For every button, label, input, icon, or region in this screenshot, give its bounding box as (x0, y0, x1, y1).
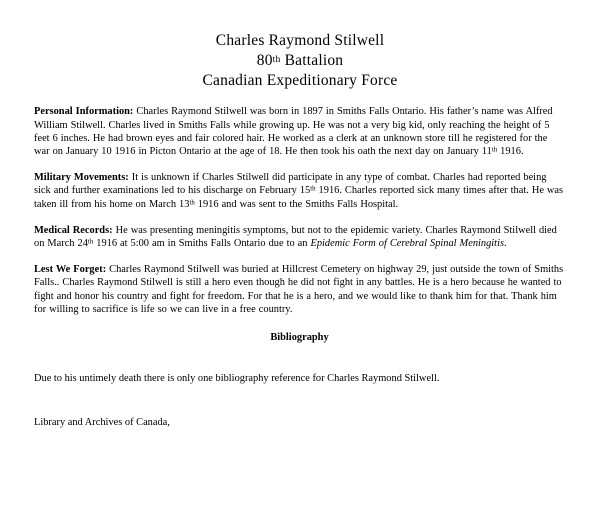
bibliography-spacer-top (34, 343, 565, 372)
personal-information-text-2: 1916. (497, 146, 524, 158)
personal-information-heading: Personal Information: (34, 106, 134, 118)
section-military-movements (34, 171, 565, 211)
military-movements-heading: Military Movements: (34, 172, 129, 184)
military-movements-ordinal-1: th (310, 185, 316, 193)
medical-records-text-1: He was presenting meningitis symptoms, but not to the epidemic variety. Charles Raymond Stilwell died on March 24 (34, 224, 557, 250)
section-lest-we-forget (34, 263, 565, 316)
medical-records-ordinal: th (87, 238, 94, 246)
section-medical-records (34, 224, 565, 250)
military-movements-text-3: 1916 and was sent to the Smiths Falls Hospital. (194, 198, 399, 210)
lest-we-forget-heading: Lest We Forget: (34, 264, 107, 276)
medical-records-heading: Medical Records: (34, 224, 113, 236)
bibliography-note: Due to his untimely death there is only one bibliography reference for Charles Raymond Stilwell. (34, 373, 440, 385)
battalion-word: Battalion (280, 52, 344, 70)
military-movements-text-2: 1916. Charles reported sick many times after that. He was taken ill from his home on March 13 (34, 185, 564, 210)
bibliography-heading: Bibliography (270, 332, 329, 344)
battalion-number: 80 (256, 52, 273, 70)
bibliography-entry: Library and Archives of Canada, (34, 417, 170, 429)
title-line-battalion (0, 51, 600, 71)
military-movements-text-1: It is unknown if Charles Stilwell did participate in any type of combat. Charles had reported being sick and further examinations led to his discharge on February 15 (34, 172, 547, 197)
military-movements-ordinal-2: th (189, 199, 195, 207)
title-line-force: Canadian Expeditionary Force (202, 72, 398, 90)
section-personal-information (34, 105, 565, 158)
title-line-name: Charles Raymond Stilwell (215, 32, 385, 49)
bibliography-spacer-mid (34, 385, 565, 416)
battalion-ordinal: th (272, 54, 281, 66)
medical-records-diagnosis: Epidemic Form of Cerebral Spinal Meningitis (310, 238, 505, 250)
personal-information-text-1: Charles Raymond Stilwell was born in 1897 in Smiths Falls Ontario. His father’s name was Alfred William Stilwell. Charles lived in Smiths Falls while growing up. He was not a very big kid, only reaching the height of 5 feet 6 inches. He had brown eyes and fair colored hair. He worked as a clerk at an unknown store till he registered for the war on January 10 1916 in Picton Ontario at the age of 18. He then took his oath the next day on January 11 (34, 106, 553, 158)
medical-records-text-3: . (504, 238, 507, 250)
medical-records-text-2: 1916 at 5:00 am in Smiths Falls Ontario due to an (93, 238, 311, 250)
lest-we-forget-text: Charles Raymond Stilwell was buried at Hillcrest Cemetery on highway 29, just outside the town of Smiths Falls.. Charles Raymond Stilwell is still a hero even though he did not fight in any battles. He is a hero because he wanted to fight and honor his country and fight for freedom. For that he is a hero, and we would like to thank him for that. Thank him for willing to sacrifice is life so we can live in a free country. (34, 264, 564, 315)
document-title-block (0, 0, 600, 91)
personal-information-ordinal: th (491, 146, 498, 154)
document-body (0, 105, 600, 429)
